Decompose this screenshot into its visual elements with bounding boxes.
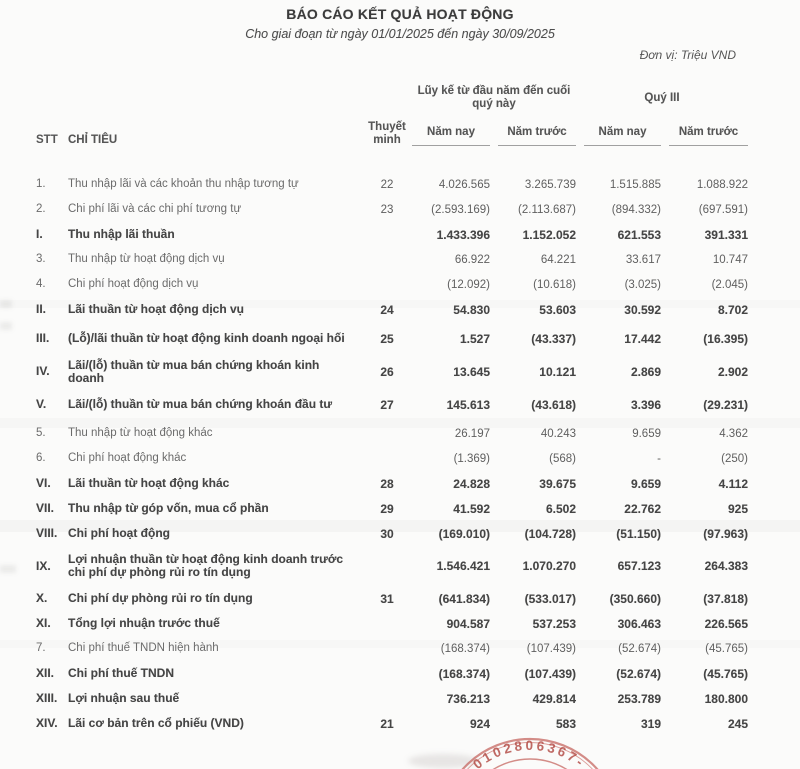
row-value-q3-prior: 391.331 (704, 227, 748, 242)
row-stt: IV. (36, 364, 50, 379)
table-body (0, 172, 800, 736)
row-value-ytd-prior: 537.253 (532, 616, 576, 631)
row-value-q3-prior: 2.902 (717, 364, 748, 379)
row-value-q3-current: (51.150) (616, 526, 661, 541)
row-value-q3-current: 319 (640, 716, 661, 731)
row-value-q3-current: (52.674) (618, 642, 661, 655)
row-value-q3-prior: 4.112 (718, 476, 748, 491)
table-row (0, 586, 800, 611)
row-value-q3-current: 2.869 (630, 364, 661, 379)
row-value-q3-current: 33.617 (625, 253, 661, 266)
row-stt: VI. (36, 476, 51, 491)
document-title: BÁO CÁO KẾT QUẢ HOẠT ĐỘNG (286, 6, 514, 22)
table-header-sub-row (0, 116, 800, 146)
row-value-ytd-prior: (107.439) (526, 642, 576, 655)
row-value-ytd-current: 1.433.396 (436, 227, 490, 242)
row-value-ytd-current: (641.834) (438, 591, 490, 606)
row-label: Chi phí hoạt động dịch vụ (68, 278, 199, 290)
seal-tax-number: 0102806367- (470, 737, 589, 769)
column-group-quarter: Quý III (644, 91, 680, 104)
row-label: Thu nhập từ hoạt động khác (68, 427, 213, 439)
row-value-ytd-current: 24.828 (453, 476, 490, 491)
table-row (0, 322, 800, 355)
row-value-q3-prior: (697.591) (698, 203, 748, 216)
row-stt: XI. (36, 616, 51, 631)
row-stt: 7. (36, 642, 46, 655)
row-value-q3-prior: (2.045) (711, 278, 748, 291)
column-header-label: Năm trước (678, 125, 739, 138)
row-value-ytd-current: 736.213 (446, 691, 490, 706)
column-header-q3-prior (661, 126, 748, 147)
row-stt: 2. (36, 203, 46, 216)
document-subtitle: Cho giai đoạn từ ngày 01/01/2025 đến ngày 30/09/2025 (245, 27, 555, 41)
row-value-ytd-current: 54.830 (453, 302, 490, 317)
row-stt: III. (36, 331, 50, 346)
row-value-ytd-current: (2.593.169) (431, 203, 490, 216)
row-value-ytd-current: 41.592 (453, 501, 490, 516)
table-row (0, 496, 800, 521)
row-value-ytd-prior: 64.221 (540, 253, 576, 266)
row-value-q3-prior: 1.088.922 (696, 178, 748, 191)
row-value-ytd-current: 66.922 (454, 253, 490, 266)
row-value-ytd-prior: (568) (549, 452, 576, 465)
table-row (0, 446, 800, 471)
table-row (0, 197, 800, 222)
table-row (0, 686, 800, 711)
row-label: Lãi thuần từ hoạt động khác (68, 476, 230, 490)
row-note: 29 (380, 501, 394, 516)
row-stt: XIII. (36, 691, 58, 706)
row-value-q3-current: 3.396 (630, 397, 661, 412)
row-value-q3-prior: (45.765) (705, 642, 748, 655)
row-value-ytd-prior: 583 (555, 716, 576, 731)
row-value-q3-current: 9.659 (630, 476, 661, 491)
row-note: 21 (380, 716, 394, 731)
table-row (0, 172, 800, 197)
row-value-ytd-current: 904.587 (446, 616, 490, 631)
row-label: Lãi/(lỗ) thuần từ mua bán chứng khoán đầu tư (68, 397, 333, 411)
row-value-ytd-prior: 1.152.052 (522, 227, 576, 242)
row-value-ytd-current: (12.092) (447, 278, 490, 291)
row-value-ytd-current: 4.026.565 (438, 178, 490, 191)
row-value-q3-current: 9.659 (632, 427, 661, 440)
document-header (0, 0, 800, 62)
row-value-q3-current: (350.660) (609, 591, 661, 606)
company-seal-stamp (415, 735, 645, 769)
row-label: Lãi cơ bản trên cổ phiếu (VND) (68, 716, 244, 730)
row-label: Chi phí dự phòng rủi ro tín dụng (68, 591, 253, 605)
column-header-chi-tieu: CHỈ TIÊU (68, 133, 118, 146)
row-label: Thu nhập lãi và các khoản thu nhập tương tự (68, 178, 299, 190)
row-value-q3-current: - (657, 452, 661, 465)
table-row (0, 272, 800, 297)
row-value-ytd-prior: (43.337) (531, 331, 576, 346)
row-note: 31 (380, 591, 394, 606)
row-note: 24 (380, 302, 394, 317)
row-value-ytd-current: 1.546.421 (436, 559, 490, 573)
row-label: (Lỗ)/lãi thuần từ hoạt động kinh doanh ngoại hối (68, 331, 345, 345)
column-header-label: Năm nay (598, 125, 647, 138)
row-stt: V. (36, 397, 47, 412)
table-row (0, 355, 800, 388)
table-row (0, 611, 800, 636)
row-value-q3-prior: (250) (721, 452, 748, 465)
row-note: 30 (380, 526, 394, 541)
row-value-q3-current: 657.123 (617, 559, 661, 573)
row-label: Chi phí hoạt động khác (68, 452, 187, 464)
column-header-stt: STT (36, 134, 58, 146)
table-row (0, 222, 800, 247)
row-label: Lợi nhuận sau thuế (68, 691, 180, 705)
header-underline (498, 145, 576, 146)
row-value-ytd-prior: 6.502 (545, 501, 576, 516)
column-header-ytd-current (412, 126, 490, 147)
row-label: Lợi nhuận thuần từ hoạt động kinh doanh trước chi phí dự phòng rủi ro tín dụng (68, 552, 344, 579)
row-value-ytd-prior: 429.814 (532, 691, 576, 706)
column-header-label: Năm nay (427, 125, 475, 138)
row-value-q3-current: (894.332) (611, 203, 661, 216)
row-label: Tổng lợi nhuận trước thuế (68, 616, 220, 630)
row-value-ytd-prior: (2.113.687) (518, 203, 576, 216)
row-value-q3-prior: 180.800 (704, 691, 748, 706)
seal-inner-ring (460, 759, 600, 769)
row-value-q3-prior: 226.565 (704, 616, 748, 631)
row-label: Chi phí thuế TNDN hiện hành (68, 642, 219, 654)
table-row (0, 388, 800, 421)
row-value-ytd-prior: 39.675 (539, 476, 576, 491)
table-header-group-row (0, 80, 800, 116)
row-stt: X. (36, 591, 48, 606)
row-value-q3-prior: (29.231) (703, 397, 748, 412)
row-note: 23 (380, 203, 394, 216)
row-value-q3-prior: 10.747 (712, 253, 748, 266)
row-stt: IX. (36, 558, 51, 573)
row-label: Chi phí thuế TNDN (68, 666, 174, 680)
row-value-ytd-prior: 10.121 (539, 364, 576, 379)
row-value-ytd-prior: 3.265.739 (524, 178, 576, 191)
seal-outer-ring-inner (444, 743, 617, 769)
column-header-note: Thuyết minh (368, 121, 406, 146)
row-label: Thu nhập từ hoạt động dịch vụ (68, 253, 225, 265)
column-header-label: Năm trước (507, 125, 567, 138)
row-value-ytd-current: 145.613 (446, 397, 490, 412)
row-value-ytd-prior: (107.439) (524, 666, 576, 681)
row-note: 22 (380, 178, 394, 191)
table-header (0, 80, 800, 146)
row-label: Chi phí lãi và các chi phí tương tự (68, 203, 242, 215)
table-row (0, 521, 800, 546)
row-value-ytd-current: 13.645 (453, 364, 490, 379)
row-stt: II. (36, 302, 47, 317)
table-row (0, 421, 800, 446)
row-stt: 4. (36, 278, 46, 291)
row-value-q3-prior: (37.818) (703, 591, 748, 606)
row-value-q3-current: (52.674) (616, 666, 661, 681)
seal-outer-ring (440, 739, 620, 769)
row-value-ytd-current: (168.374) (440, 642, 490, 655)
row-value-q3-current: 253.789 (617, 691, 661, 706)
table-row (0, 247, 800, 272)
row-value-q3-current: 306.463 (617, 616, 661, 631)
row-value-q3-current: 17.442 (624, 331, 661, 346)
row-value-q3-prior: (16.395) (703, 331, 748, 346)
header-underline (669, 145, 748, 146)
row-value-ytd-prior: 1.070.270 (522, 559, 576, 573)
row-value-ytd-prior: 40.243 (540, 427, 576, 440)
row-value-ytd-current: (169.010) (438, 526, 490, 541)
row-value-q3-prior: 245 (727, 716, 748, 731)
row-value-q3-prior: (97.963) (703, 526, 748, 541)
row-stt: 5. (36, 427, 46, 440)
row-value-q3-prior: (45.765) (703, 666, 748, 681)
row-value-q3-current: 22.762 (624, 501, 661, 516)
row-note: 26 (380, 364, 394, 379)
row-label: Thu nhập lãi thuần (68, 227, 175, 241)
row-value-ytd-current: (1.369) (453, 452, 490, 465)
row-label: Thu nhập từ góp vốn, mua cổ phần (68, 501, 269, 515)
table-row (0, 546, 800, 586)
row-value-ytd-current: 26.197 (454, 427, 490, 440)
column-group-ytd: Lũy kế từ đầu năm đến cuối quý này (417, 85, 571, 110)
row-value-q3-current: 621.553 (617, 227, 661, 242)
row-label: Chi phí hoạt động (68, 526, 170, 540)
row-note: 25 (380, 331, 394, 346)
row-value-q3-current: 1.515.885 (609, 178, 661, 191)
table-row (0, 471, 800, 496)
row-stt: I. (36, 227, 43, 242)
header-underline (412, 145, 490, 146)
row-label: Lãi thuần từ hoạt động dịch vụ (68, 302, 245, 316)
row-stt: VIII. (36, 526, 58, 541)
table-row (0, 661, 800, 686)
row-stt: VII. (36, 501, 55, 516)
row-note: 28 (380, 476, 394, 491)
row-value-ytd-current: (168.374) (438, 666, 490, 681)
row-value-ytd-current: 924 (469, 716, 490, 731)
row-label: Lãi/(lỗ) thuần từ mua bán chứng khoán kinh doanh (68, 357, 320, 385)
row-stt: 3. (36, 253, 46, 266)
row-value-ytd-prior: (104.728) (524, 526, 576, 541)
header-underline (584, 145, 661, 146)
column-header-ytd-prior (490, 126, 576, 147)
row-value-ytd-prior: (533.017) (524, 591, 576, 606)
row-value-q3-prior: 8.702 (717, 302, 748, 317)
row-value-ytd-prior: (43.618) (531, 397, 576, 412)
table-row (0, 711, 800, 736)
row-value-q3-prior: 264.383 (704, 559, 748, 573)
row-value-q3-current: 30.592 (624, 302, 661, 317)
signature-smudge (408, 754, 478, 768)
row-stt: 6. (36, 452, 46, 465)
currency-unit-label: Đơn vị: Triệu VND (639, 48, 736, 62)
row-value-ytd-prior: 53.603 (539, 302, 576, 317)
row-value-q3-prior: 925 (727, 501, 748, 516)
table-row (0, 636, 800, 661)
row-value-q3-prior: 4.362 (719, 427, 748, 440)
row-stt: XII. (36, 666, 55, 681)
row-value-ytd-prior: (10.618) (533, 278, 576, 291)
table-row (0, 297, 800, 322)
row-value-q3-current: (3.025) (624, 278, 661, 291)
column-header-q3-current (576, 126, 661, 147)
row-value-ytd-current: 1.527 (459, 331, 490, 346)
row-stt: 1. (36, 178, 46, 191)
row-stt: XIV. (36, 716, 58, 731)
row-note: 27 (380, 397, 394, 412)
